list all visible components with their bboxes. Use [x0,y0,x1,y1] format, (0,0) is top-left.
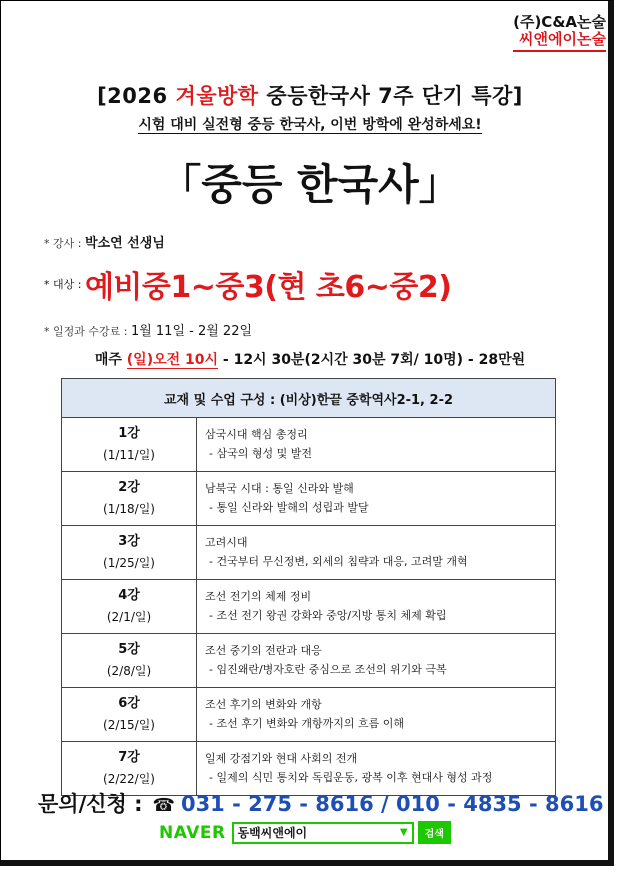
lecture-date: (2/22/일) [103,772,155,787]
lecture-topic: 삼국시대 핵심 총정리 [205,427,308,441]
lecture-detail: - 통일 신라와 발해의 성립과 발달 [209,500,369,514]
table-row [62,688,556,742]
instructor-key: * 강사 : [44,237,85,250]
schedule-rest: - 12시 30분(2시간 30분 7회/ 10명) - 28만원 [218,352,526,368]
logo-line2: 씨앤에이논술 [513,31,606,51]
lecture-topic: 조선 전기의 체제 정비 [205,589,312,603]
table-row [62,526,556,580]
lecture-desc [197,472,556,526]
lecture-date: (2/8/일) [106,664,152,679]
company-logo [513,14,606,52]
naver-search-bar [159,821,451,844]
lecture-date: (1/25/일) [103,556,155,571]
instructor-line [44,232,165,251]
lecture-desc [197,634,556,688]
headline-open: [2026 [97,84,176,108]
schedule-line [0,349,620,369]
lecture-cell [62,472,197,526]
lecture-desc [197,418,556,472]
table-row [62,580,556,634]
schedule-prefix: 매주 [94,352,127,368]
instructor-value: 박소연 선생님 [84,236,165,251]
lecture-detail: - 조선 전기 왕권 강화와 중앙/지방 통치 체제 확립 [209,608,447,622]
contact-label: 문의/신청 : [38,792,143,816]
poster-subtitle [0,114,620,134]
lecture-number: 1강 [118,426,140,442]
target-value: 예비중1~중3(현 초6~중2) [84,270,452,305]
lecture-topic: 조선 후기의 변화와 개항 [205,697,322,711]
lecture-detail: - 건국부터 무신정변, 외세의 침략과 대응, 고려말 개혁 [209,554,468,568]
lecture-cell [62,418,197,472]
lecture-topic: 남북국 시대 : 통일 신라와 발해 [205,481,354,495]
table-row [62,418,556,472]
phone-number-1[interactable]: 031 - 275 - 8616 [180,792,374,816]
target-line [44,262,451,306]
lecture-detail: - 조선 후기 변화와 개항까지의 흐름 이해 [209,716,404,730]
lecture-desc [197,580,556,634]
lecture-topic: 고려시대 [205,535,248,549]
naver-logo: NAVER [159,822,226,843]
lecture-date: (1/18/일) [103,502,155,517]
logo-line1: (주)C&A논술 [513,13,606,31]
lecture-date: (2/1/일) [106,610,152,625]
period-line [44,320,252,339]
period-key: * 일정과 수강료 : [44,325,131,338]
lecture-number: 6강 [118,696,140,712]
lecture-cell [62,634,197,688]
lecture-date: (2/15/일) [103,718,155,733]
lecture-cell [62,688,197,742]
lecture-number: 2강 [118,480,140,496]
lecture-detail: - 일제의 식민 통치와 독립운동, 광복 이후 현대사 형성 과정 [209,770,493,784]
target-key: * 대상 : [44,278,85,291]
phone-icon: ☎ [152,795,175,816]
phone-number-2[interactable]: 010 - 4835 - 8616 [396,792,604,816]
subtitle-text: 시험 대비 실전형 중등 한국사, 이번 방학에 완성하세요! [138,117,482,133]
headline-highlight: 겨울방학 [175,84,259,108]
poster-headline [0,80,620,110]
naver-search-button[interactable]: 검색 [418,821,451,844]
lecture-date: (1/11/일) [103,448,155,463]
contact-line [38,788,603,818]
lecture-number: 7강 [118,750,140,766]
lecture-cell [62,526,197,580]
dropdown-arrow-icon: ▼ [399,827,408,838]
period-value: 1월 11일 - 2월 22일 [130,324,253,339]
curriculum-table [61,378,556,796]
lecture-cell [62,580,197,634]
lecture-number: 5강 [118,642,140,658]
lecture-desc [197,688,556,742]
lecture-desc [197,526,556,580]
curriculum-header: 교재 및 수업 구성 : (비상)한끝 중학역사2-1, 2-2 [62,379,556,418]
lecture-topic: 일제 강점기와 현대 사회의 전개 [205,751,358,765]
lecture-number: 3강 [118,534,140,550]
headline-rest: 중등한국사 7주 단기 특강] [258,84,523,108]
lecture-detail: - 임진왜란/병자호란 중심으로 조선의 위기와 극복 [209,662,447,676]
table-row [62,472,556,526]
schedule-highlight: (일)오전 10시 [126,352,219,368]
lecture-topic: 조선 중기의 전란과 대응 [205,643,322,657]
lecture-number: 4강 [118,588,140,604]
search-query: 동백씨앤에이 [237,826,308,840]
phone-separator: / [373,792,397,816]
course-title: 「중등 한국사」 [159,160,461,209]
table-row [62,634,556,688]
naver-search-input[interactable] [232,822,414,844]
lecture-detail: - 삼국의 형성 및 발전 [209,446,312,460]
